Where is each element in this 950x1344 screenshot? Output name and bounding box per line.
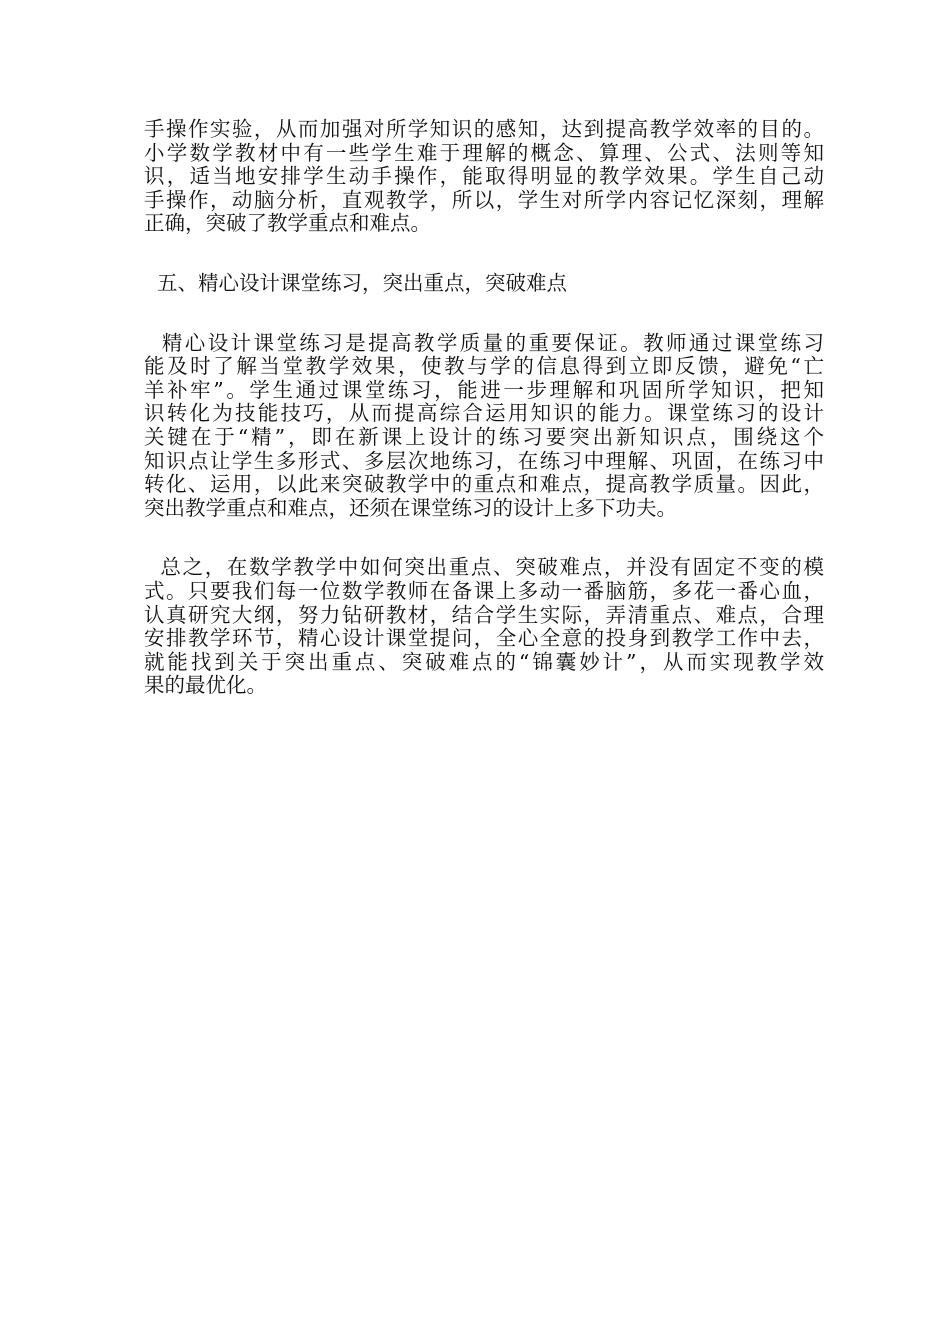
section-heading	[144, 272, 824, 296]
text-line: 知识点让学生多形式、多层次地练习，在练习中理解、巩固，在练习中	[144, 448, 824, 473]
text-line: 羊补牢”。学生通过课堂练习，能进一步理解和巩固所学知识，把知	[144, 377, 824, 402]
text-line: 识，适当地安排学生动手操作，能取得明显的教学效果。学生自己动	[144, 164, 824, 189]
paragraph-spacer	[144, 296, 824, 332]
text-line: 手操作，动脑分析，直观教学，所以，学生对所学内容记忆深刻，理解	[144, 187, 824, 212]
text-line: 转化、运用，以此来突破教学中的重点和难点，提高教学质量。因此，	[144, 472, 824, 497]
text-line: 小学数学教材中有一些学生难于理解的概念、算理、公式、法则等知	[144, 140, 824, 165]
text-line: 果的最优化。	[144, 673, 267, 698]
paragraph-practice	[144, 332, 824, 521]
paragraph-conclusion	[144, 556, 824, 698]
text-line: 关键在于“精”，即在新课上设计的练习要突出新知识点，围绕这个	[144, 424, 824, 449]
text-line: 总之，在数学教学中如何突出重点、突破难点，并没有固定不变的模	[144, 555, 824, 580]
text-line: 正确，突破了教学重点和难点。	[144, 211, 431, 236]
text-line: 就能找到关于突出重点、突破难点的“锦囊妙计”，从而实现教学效	[144, 649, 824, 674]
text-line: 能及时了解当堂教学效果，使教与学的信息得到立即反馈，避免“亡	[144, 354, 824, 379]
text-line: 识转化为技能技巧，从而提高综合运用知识的能力。课堂练习的设计	[144, 401, 824, 426]
text-line: 安排教学环节，精心设计课堂提问，全心全意的投身到教学工作中去，	[144, 626, 824, 651]
paragraph-spacer	[144, 236, 824, 272]
text-line: 精心设计课堂练习是提高教学质量的重要保证。教师通过课堂练习	[144, 330, 824, 355]
text-line: 认真研究大纲，努力钻研教材，结合学生实际，弄清重点、难点，合理	[144, 602, 824, 627]
document-body	[144, 118, 824, 698]
heading-text: 五、精心设计课堂练习，突出重点，突破难点	[144, 270, 568, 295]
text-line: 式。只要我们每一位数学教师在备课上多动一番脑筋，多花一番心血，	[144, 578, 824, 603]
paragraph-spacer	[144, 520, 824, 556]
text-line: 突出教学重点和难点，还须在课堂练习的设计上多下功夫。	[144, 495, 677, 520]
text-line: 手操作实验，从而加强对所学知识的感知，达到提高教学效率的目的。	[144, 117, 824, 141]
paragraph-hands-on	[144, 118, 824, 236]
